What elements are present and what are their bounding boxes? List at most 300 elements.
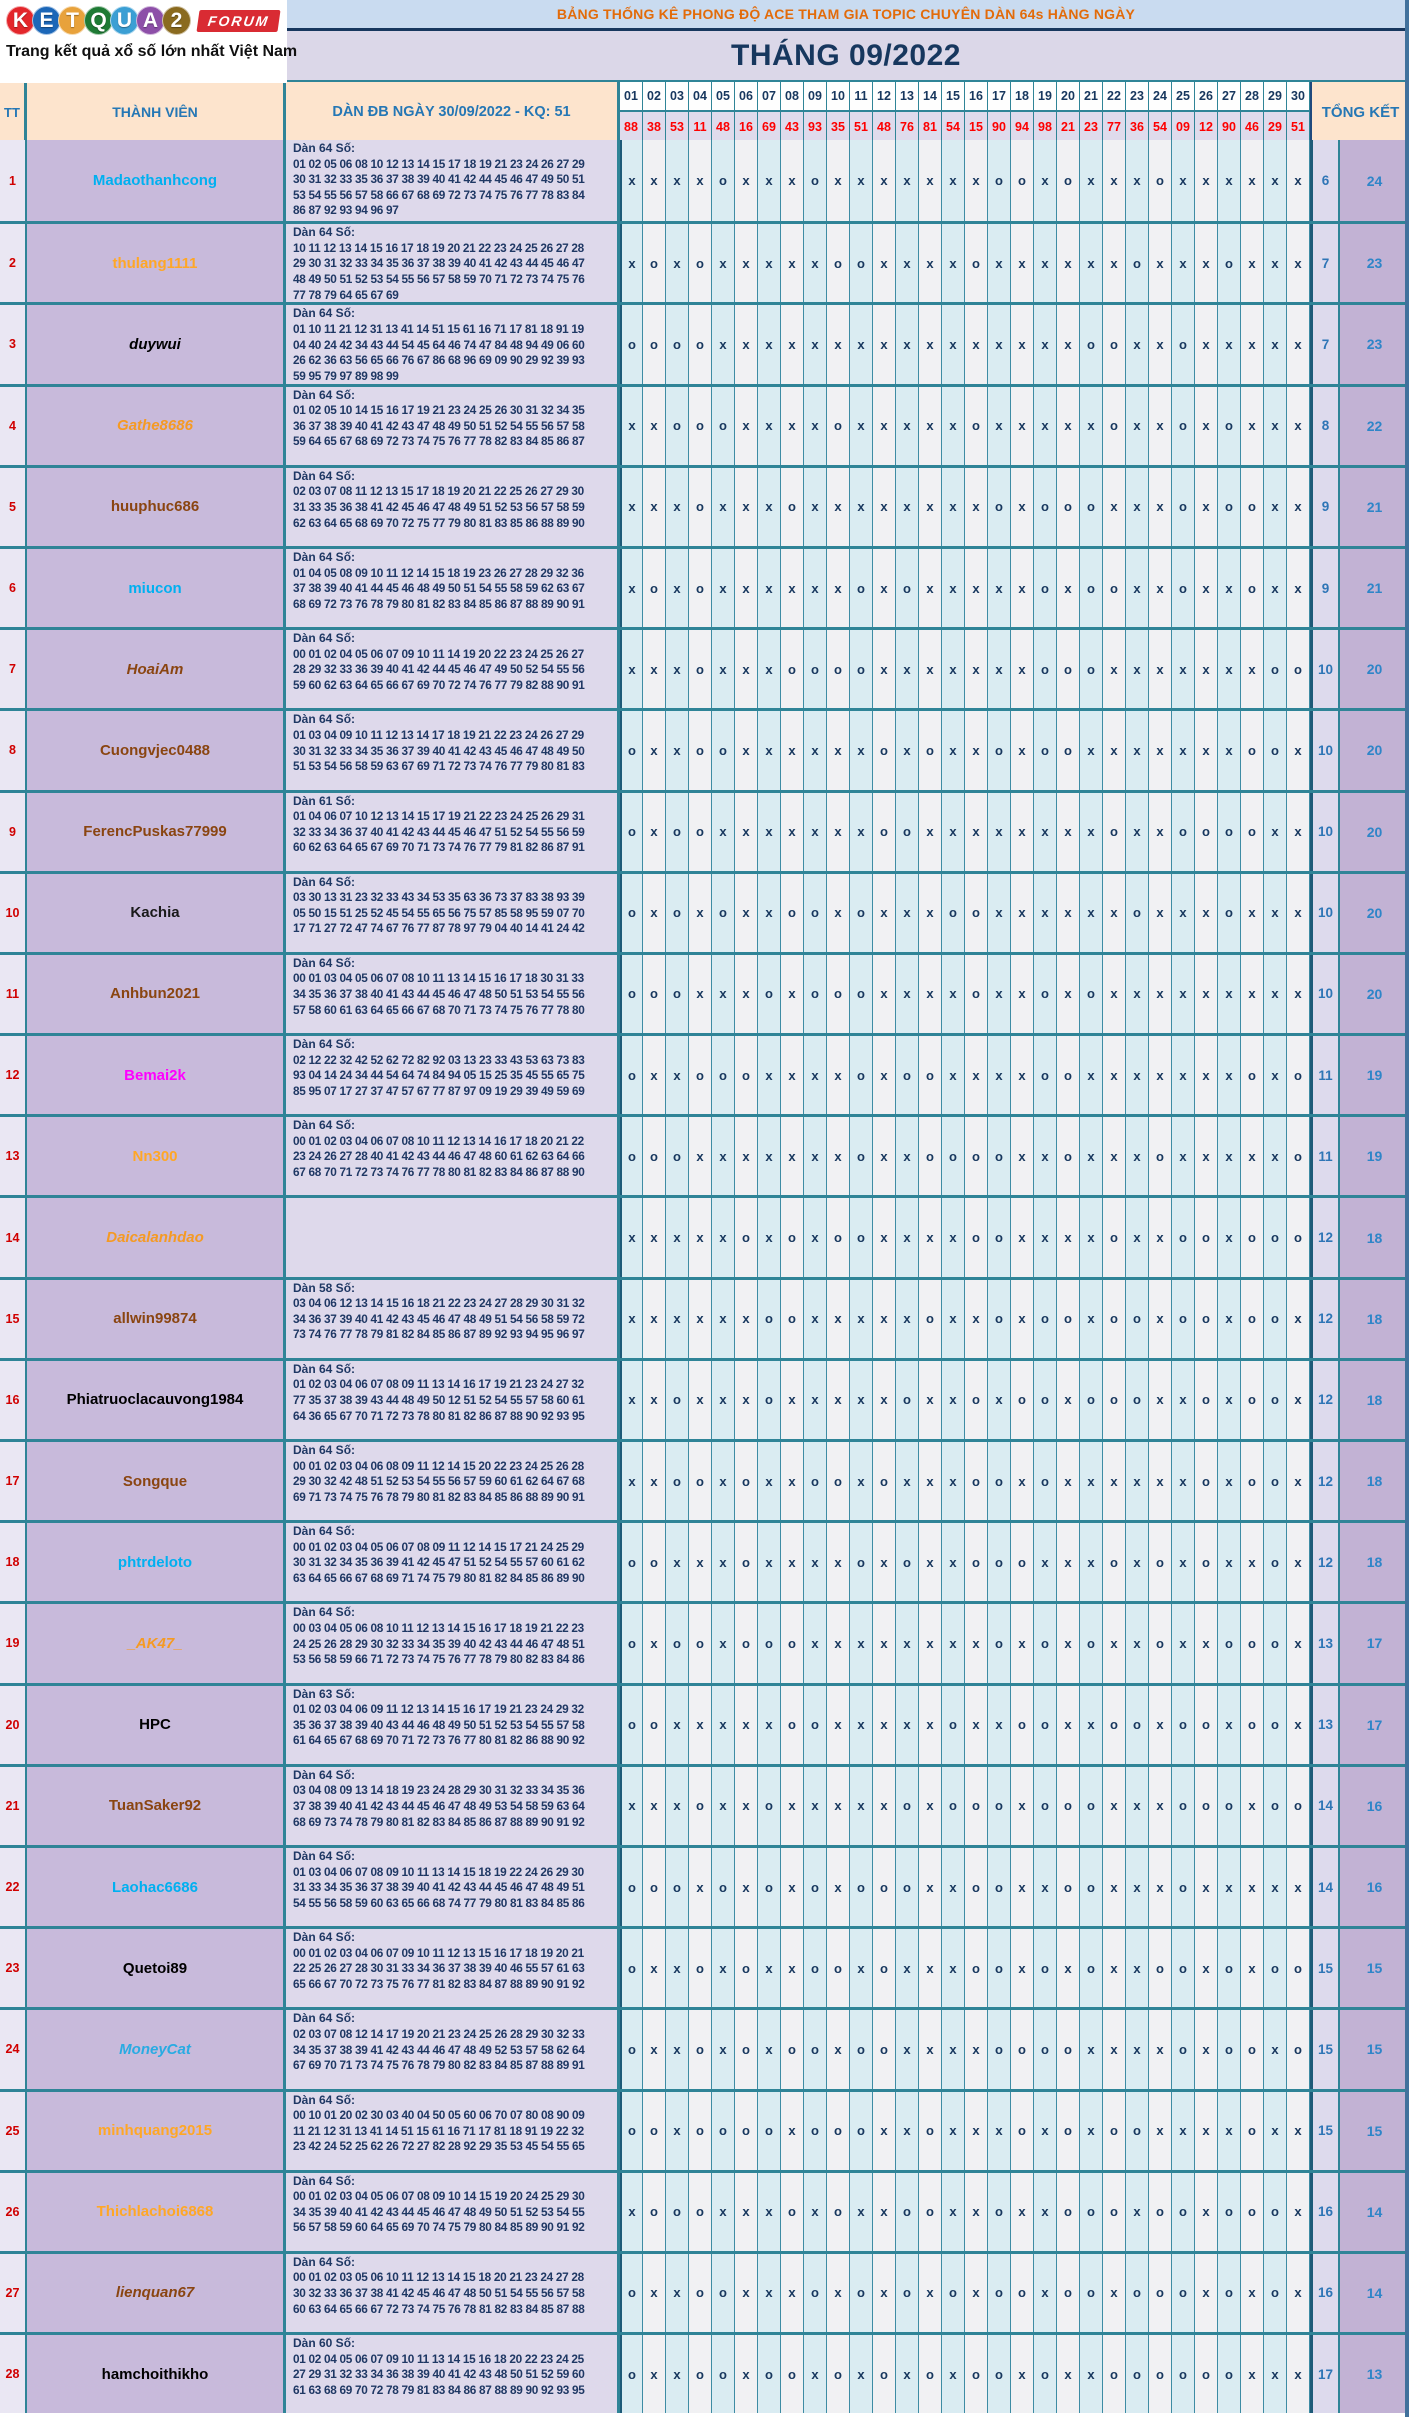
mark-cell: x [1011,1280,1034,1358]
mark-cell: x [942,1036,965,1114]
mark-cell: x [919,1361,942,1439]
dan-label: Dàn 64 Số: [293,712,356,727]
mark-cell: o [804,1442,827,1520]
mark-cell: o [873,711,896,789]
mark-cell: o [689,1767,712,1845]
topic-title: BẢNG THỐNG KÊ PHONG ĐỘ ACE THAM GIA TOPIC CHUYÊN DÀN 64s HÀNG NGÀY [556,6,1136,22]
mark-cell: x [1195,1117,1218,1195]
mark-cell: x [1218,1442,1241,1520]
mark-cell: o [1241,1604,1264,1682]
mark-cell: o [1218,1767,1241,1845]
day-header: 01 [620,82,643,112]
mark-cell: x [850,793,873,871]
mark-cell: x [1264,305,1287,383]
mark-cell: x [1080,1686,1103,1764]
mark-cell: o [804,955,827,1033]
number-line: 59 95 79 97 89 98 99 [293,368,399,383]
mark-cell: x [1172,955,1195,1033]
member-name[interactable]: Nn300 [27,1117,286,1195]
mark-cell: o [1241,549,1264,627]
mark-cell: o [1172,1767,1195,1845]
total-miss: 10 [1310,630,1338,708]
mark-cell: x [712,1280,735,1358]
mark-cell: o [666,874,689,952]
mark-cell: x [919,874,942,952]
member-name[interactable]: huuphuc686 [27,468,286,546]
mark-cell: x [1011,630,1034,708]
day-result-value: 11 [689,112,712,142]
mark-cell: o [758,2092,781,2170]
number-line: 05 50 15 51 25 52 45 54 55 65 56 75 57 85 58 95 59 07 70 [293,905,585,920]
mark-cell: o [1057,2173,1080,2251]
mark-cell: x [988,1036,1011,1114]
mark-cell: o [1195,1361,1218,1439]
mark-cell: o [873,1929,896,2007]
mark-cell: o [965,1361,988,1439]
mark-cell: x [1172,711,1195,789]
member-name[interactable]: allwin99874 [27,1280,286,1358]
mark-cell: x [896,630,919,708]
mark-cell: x [735,2173,758,2251]
total-miss: 7 [1310,305,1338,383]
mark-cell: x [896,1198,919,1276]
mark-cell: o [1264,1442,1287,1520]
total-hit: 17 [1338,1604,1409,1682]
rank-number: 13 [0,1117,27,1195]
table-row [0,1683,1405,1764]
mark-cell: x [896,874,919,952]
number-line: 32 33 34 36 37 40 41 42 43 44 45 46 47 51 52 54 55 56 59 [293,824,585,839]
mark-cell: o [712,711,735,789]
mark-cell: x [1011,793,1034,871]
mark-cell: x [1264,874,1287,952]
number-line: 01 04 06 07 10 12 13 14 15 17 19 21 22 23 24 25 26 29 31 [293,809,585,824]
mark-cell: x [689,1280,712,1358]
mark-cell: x [758,387,781,465]
mark-cell: o [689,2335,712,2413]
mark-cell: x [1080,1280,1103,1358]
member-name[interactable]: Kachia [27,874,286,952]
table-row [0,2251,1405,2332]
mark-cell: x [620,1198,643,1276]
logo-letter: K [6,6,35,35]
mark-cell: o [666,793,689,871]
member-name[interactable]: hamchoithikho [27,2335,286,2413]
mark-cell: o [804,874,827,952]
mark-cell: o [1034,549,1057,627]
mark-cell: o [1172,1280,1195,1358]
day-result-value: 54 [942,112,965,142]
mark-cell: x [827,305,850,383]
mark-cell: o [804,630,827,708]
mark-cell: x [827,1361,850,1439]
mark-cell: o [735,1442,758,1520]
rank-number: 11 [0,955,27,1033]
dan-label: Dàn 64 Số: [293,1605,356,1620]
mark-cell: x [873,874,896,952]
mark-cell: o [827,955,850,1033]
mark-cell: x [643,140,666,221]
mark-cell: x [643,1442,666,1520]
number-set [286,224,620,302]
day-header: 19 [1034,82,1057,112]
mark-cell: x [942,955,965,1033]
mark-cell: x [988,305,1011,383]
total-miss: 14 [1310,1848,1338,1926]
mark-cell: o [1264,1523,1287,1601]
mark-cell: o [1264,1604,1287,1682]
mark-cell: o [1218,2173,1241,2251]
mark-cell: o [988,140,1011,221]
number-line: 02 03 07 08 11 12 13 15 17 18 19 20 21 22 25 26 27 29 30 [293,484,584,499]
mark-cell: x [988,955,1011,1033]
total-miss: 15 [1310,2010,1338,2088]
mark-cell: x [712,630,735,708]
mark-cell: o [1287,1198,1310,1276]
member-name[interactable]: FerencPuskas77999 [27,793,286,871]
mark-cell: o [1172,793,1195,871]
mark-cell: x [919,630,942,708]
day-result-value: 81 [919,112,942,142]
mark-cell: x [942,1361,965,1439]
mark-cell: x [712,2010,735,2088]
day-header: 25 [1172,82,1195,112]
mark-cell: o [1172,1929,1195,2007]
mark-cell: o [1149,1523,1172,1601]
day-header: 12 [873,82,896,112]
mark-cell: o [965,874,988,952]
total-miss: 11 [1310,1036,1338,1114]
number-line: 59 64 65 67 68 69 72 73 74 75 76 77 78 82 83 84 85 86 87 [293,434,585,449]
number-line: 00 01 02 03 04 06 07 08 10 11 12 13 14 16 17 18 20 21 22 [293,1133,584,1148]
mark-cell: o [1241,2010,1264,2088]
mark-cell: o [643,1523,666,1601]
day-result-value: 93 [804,112,827,142]
member-name[interactable]: duywui [27,305,286,383]
mark-cell: x [1057,1686,1080,1764]
mark-cell: x [781,224,804,302]
mark-cell: x [1080,1442,1103,1520]
mark-cell: x [850,1442,873,1520]
number-set [286,468,620,546]
number-line: 69 71 73 74 75 76 78 79 80 81 82 83 84 85 86 88 89 90 91 [293,1489,585,1504]
member-name[interactable]: Thichlachoi6868 [27,2173,286,2251]
day-result-value: 15 [965,112,988,142]
mark-cell: x [1287,140,1310,221]
mark-cell: x [1172,224,1195,302]
mark-cell: x [1149,1280,1172,1358]
mark-cell: o [666,305,689,383]
mark-cell: x [1287,305,1310,383]
rank-number: 26 [0,2173,27,2251]
mark-cell: x [919,1848,942,1926]
member-name[interactable]: minhquang2015 [27,2092,286,2170]
mark-cell: x [919,1442,942,1520]
mark-cell: x [1287,711,1310,789]
dan-label: Dàn 64 Số: [293,1118,356,1133]
number-line: 30 31 32 33 35 36 37 38 39 40 41 42 44 45 46 47 49 50 51 [293,172,585,187]
mark-cell: x [873,2092,896,2170]
total-hit: 23 [1338,305,1409,383]
mark-cell: x [965,1604,988,1682]
mark-cell: x [1287,1280,1310,1358]
mark-cell: x [735,1848,758,1926]
mark-cell: x [827,1767,850,1845]
day-result-value: 88 [620,112,643,142]
member-name[interactable]: Madaothanhcong [27,140,286,221]
mark-cell: x [1218,1523,1241,1601]
mark-cell: x [735,1361,758,1439]
table-row [0,1845,1405,1926]
mark-cell: x [1287,955,1310,1033]
mark-cell: x [1057,2335,1080,2413]
mark-cell: x [896,224,919,302]
rank-number: 5 [0,468,27,546]
mark-cell: o [1172,1686,1195,1764]
mark-cell: o [965,1523,988,1601]
day-result-value: 51 [850,112,873,142]
member-name[interactable]: MoneyCat [27,2010,286,2088]
member-name[interactable]: lienquan67 [27,2254,286,2332]
mark-cell: o [804,2010,827,2088]
mark-cell: o [988,2254,1011,2332]
mark-cell: x [758,2010,781,2088]
number-line: 63 64 65 66 67 68 69 71 74 75 79 80 81 82 84 85 86 89 90 [293,1570,585,1585]
mark-cell: o [781,630,804,708]
number-line: 29 30 31 32 33 34 35 36 37 38 39 40 41 42 43 44 45 46 47 [293,256,585,271]
day-result-value: 51 [1287,112,1310,142]
mark-cell: o [712,2254,735,2332]
mark-cell: x [965,630,988,708]
mark-cell: o [620,1604,643,1682]
member-name[interactable]: TuanSaker92 [27,1767,286,1845]
mark-cell: o [758,2335,781,2413]
mark-cell: o [620,1117,643,1195]
member-name[interactable]: thulang1111 [27,224,286,302]
mark-cell: x [965,140,988,221]
mark-cell: x [1149,955,1172,1033]
number-line: 34 35 36 37 38 40 41 43 44 45 46 47 48 50 51 53 54 55 56 [293,987,585,1002]
total-hit: 18 [1338,1198,1409,1276]
mark-cell: o [919,2092,942,2170]
member-name[interactable]: HPC [27,1686,286,1764]
mark-cell: o [896,1036,919,1114]
mark-cell: x [781,1117,804,1195]
mark-cell: x [1126,711,1149,789]
mark-cell: x [919,1198,942,1276]
mark-cell: o [666,387,689,465]
mark-cell: o [919,1036,942,1114]
mark-cell: x [1011,305,1034,383]
mark-cell: o [1034,711,1057,789]
rank-number: 24 [0,2010,27,2088]
mark-cell: x [1057,549,1080,627]
member-name[interactable]: Songque [27,1442,286,1520]
mark-cell: o [1264,2254,1287,2332]
mark-cell: x [942,2092,965,2170]
mark-cell: x [1195,711,1218,789]
mark-cell: o [1126,1361,1149,1439]
mark-cell: o [1126,2092,1149,2170]
mark-cell: o [1011,1686,1034,1764]
mark-cell: x [1218,1036,1241,1114]
mark-cell: o [689,793,712,871]
mark-cell: x [1011,549,1034,627]
member-name[interactable]: miucon [27,549,286,627]
mark-cell: x [1218,305,1241,383]
mark-cell: x [643,874,666,952]
month-title: THÁNG 09/2022 [731,38,961,72]
mark-cell: x [850,1929,873,2007]
mark-cell: o [689,711,712,789]
member-name[interactable]: HoaiAm [27,630,286,708]
mark-cell: o [620,793,643,871]
total-miss: 12 [1310,1280,1338,1358]
mark-cell: x [1080,140,1103,221]
mark-cell: x [804,1198,827,1276]
member-name[interactable]: phtrdeloto [27,1523,286,1601]
mark-cell: x [873,387,896,465]
mark-cell: o [1057,2092,1080,2170]
mark-cell: x [712,1198,735,1276]
mark-cell: o [965,1767,988,1845]
member-name[interactable]: Daicalanhdao [27,1198,286,1276]
mark-cell: x [1172,1523,1195,1601]
rank-number: 15 [0,1280,27,1358]
mark-cell: x [1057,1929,1080,2007]
mark-cell: x [804,468,827,546]
mark-cell: x [1126,468,1149,546]
mark-cell: o [689,549,712,627]
member-name[interactable]: Phiatruoclacauvong1984 [27,1361,286,1439]
mark-cell: x [1103,1117,1126,1195]
number-line: 01 02 05 10 14 15 16 17 19 21 23 24 25 26 30 31 32 34 35 [293,403,585,418]
member-name[interactable]: Bemai2k [27,1036,286,1114]
mark-cell: x [1149,1767,1172,1845]
mark-cell: o [1218,2335,1241,2413]
mark-cell: x [758,874,781,952]
mark-cell: o [781,2010,804,2088]
mark-cell: x [1241,2254,1264,2332]
mark-cell: o [689,2092,712,2170]
dan-label: Dàn 64 Số: [293,955,356,970]
mark-cell: x [643,2335,666,2413]
day-header: 15 [942,82,965,112]
mark-cell: o [1034,1036,1057,1114]
mark-cell: x [1241,1767,1264,1845]
mark-cell: x [1103,1767,1126,1845]
mark-cell: o [1057,711,1080,789]
member-name[interactable]: Anhbun2021 [27,955,286,1033]
mark-cell: o [1195,1280,1218,1358]
day-result-value: 48 [873,112,896,142]
mark-cell: x [827,1036,850,1114]
mark-cell: o [896,1523,919,1601]
mark-cell: x [643,1036,666,1114]
mark-cell: o [919,711,942,789]
mark-cell: o [1103,1198,1126,1276]
number-line: 67 68 70 71 72 73 74 76 77 78 80 81 82 83 84 86 87 88 90 [293,1165,585,1180]
member-name[interactable]: _AK47_ [27,1604,286,1682]
mark-cell: x [1287,1523,1310,1601]
mark-cell: x [1218,549,1241,627]
mark-cell: o [827,1929,850,2007]
mark-cell: x [1218,2092,1241,2170]
number-line: 65 66 67 70 72 73 75 76 77 81 82 83 84 87 88 89 90 91 92 [293,1976,585,1991]
number-line: 77 35 37 38 39 43 44 48 49 50 12 51 52 54 55 57 58 60 61 [293,1393,585,1407]
day-header: 23 [1126,82,1149,112]
site-logo[interactable] [0,0,298,83]
number-line: 54 55 56 58 59 60 63 65 66 68 74 77 79 80 81 83 84 85 86 [293,1895,585,1910]
mark-cell: o [896,549,919,627]
mark-cell: o [965,1929,988,2007]
mark-cell: x [827,711,850,789]
forum-badge: FORUM [196,10,280,32]
mark-cell: o [1287,1117,1310,1195]
mark-cell: x [804,711,827,789]
number-line: 56 57 58 59 60 64 65 69 70 74 75 79 80 84 85 89 90 91 92 [293,2220,585,2235]
mark-cell: x [1195,1848,1218,1926]
mark-cell: o [1057,2010,1080,2088]
mark-cell: o [689,2173,712,2251]
member-name[interactable]: Gathe8686 [27,387,286,465]
mark-cell: x [712,2173,735,2251]
mark-cell: x [1034,305,1057,383]
mark-cell: x [804,1361,827,1439]
mark-cell: o [1149,140,1172,221]
mark-cell: o [1034,468,1057,546]
mark-cell: x [965,793,988,871]
mark-cell: x [827,2010,850,2088]
mark-cell: x [896,1117,919,1195]
col-header-dan: DÀN ĐB NGÀY 30/09/2022 - KQ: 51 [286,82,620,142]
mark-cell: o [827,2173,850,2251]
mark-cell: x [804,549,827,627]
member-name[interactable]: Laohac6686 [27,1848,286,1926]
mark-cell: x [1011,1848,1034,1926]
mark-cell: x [1126,955,1149,1033]
total-miss: 16 [1310,2254,1338,2332]
mark-cell: x [735,1686,758,1764]
mark-cell: x [1126,630,1149,708]
number-line: 68 69 73 74 78 79 80 81 82 83 84 85 86 87 88 89 90 91 92 [293,1814,585,1829]
mark-cell: x [1126,1929,1149,2007]
mark-cell: x [1034,2254,1057,2332]
total-hit: 14 [1338,2173,1409,2251]
mark-cell: x [942,387,965,465]
mark-cell: x [1195,2254,1218,2332]
mark-cell: o [1241,1361,1264,1439]
mark-cell: o [1103,387,1126,465]
mark-cell: o [666,2173,689,2251]
mark-cell: x [850,387,873,465]
mark-cell: x [919,955,942,1033]
member-name[interactable]: Cuongvjec0488 [27,711,286,789]
mark-cell: o [1172,549,1195,627]
number-line: 93 04 14 24 34 44 54 64 74 84 94 05 15 25 35 45 55 65 75 [293,1068,585,1083]
mark-cell: o [666,1117,689,1195]
day-header: 06 [735,82,758,112]
member-name[interactable]: Quetoi89 [27,1929,286,2007]
mark-cell: o [1080,1361,1103,1439]
mark-cell: x [1195,2092,1218,2170]
mark-cell: x [666,1523,689,1601]
mark-cell: x [965,2173,988,2251]
number-set [286,630,620,708]
mark-cell: x [804,2173,827,2251]
day-result-value: 90 [988,112,1011,142]
table-row [0,790,1405,871]
